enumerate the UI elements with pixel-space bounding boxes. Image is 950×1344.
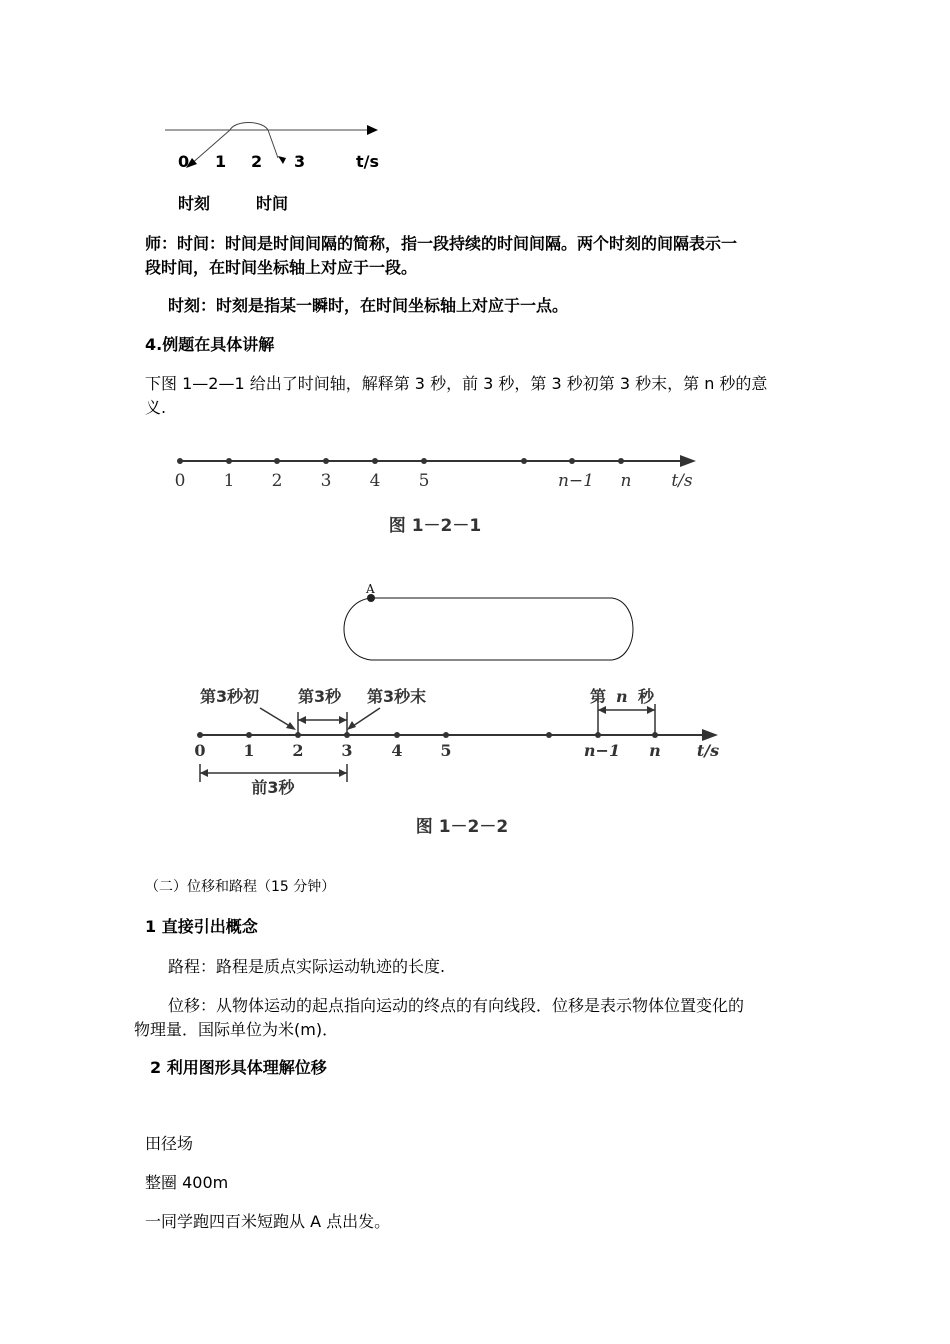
fig2-label-4: 4 (391, 741, 403, 760)
fig2-ann-third-end: 第3秒末 (367, 687, 427, 706)
displacement-definition-line1: 位移：从物体运动的起点指向运动的终点的有向线段．位移是表示物体位置变化的 (168, 996, 745, 1015)
fig2-tick-5 (443, 732, 449, 738)
fig2-label-2: 2 (292, 741, 304, 760)
fig1-label-n-1: n−1 (557, 471, 595, 491)
fig1-tick-1 (226, 458, 232, 464)
small-axis-label-1: 1 (215, 152, 227, 171)
fig1-label-3: 3 (320, 471, 332, 491)
fig1-label-5: 5 (418, 471, 430, 491)
fig2-tick-2 (295, 732, 301, 738)
section2-sub2: 2 利用图形具体理解位移 (150, 1058, 327, 1077)
fig2-tick-gap (546, 732, 552, 738)
time-definition-line2: 段时间，在时间坐标轴上对应于一段。 (145, 258, 418, 277)
fig2-ann-nth-prefix: 第 (590, 687, 607, 706)
fig2-ann-first-3s: 前3秒 (251, 778, 295, 797)
figure-1-2-2 (180, 680, 740, 840)
fig1-tick-4 (372, 458, 378, 464)
displacement-definition-line2: 物理量．国际单位为米(m)． (134, 1020, 339, 1039)
time-definition-line1: 师：时间：时间是时间间隔的简称，指一段持续的时间间隔。两个时刻的间隔表示一 (145, 234, 738, 253)
student-run-text: 一同学跑四百米短跑从 A 点出发。 (145, 1212, 391, 1231)
caption-moment: 时刻 (178, 194, 211, 213)
caption-interval: 时间 (256, 194, 289, 213)
example-text-line1: 下图 1—2—1 给出了时间轴，解释第 3 秒，前 3 秒，第 3 秒初第 3 秒末，第 n 秒的意 (145, 374, 768, 393)
fig1-tick-0 (177, 458, 183, 464)
fig2-tick-0 (197, 732, 203, 738)
fig1-tick-n (618, 458, 624, 464)
fig2-label-3: 3 (341, 741, 353, 760)
fig1-label-2: 2 (271, 471, 283, 491)
fig2-label-1: 1 (243, 741, 255, 760)
fig2-label-0: 0 (194, 741, 206, 760)
fig2-ann-nth-var: n (616, 687, 628, 706)
running-track (340, 580, 650, 675)
fig2-caption: 图 1－2－2 (415, 817, 509, 837)
point-a-label: A (366, 582, 375, 596)
fig1-caption: 图 1－2－1 (388, 516, 482, 536)
section2-sub1: 1 直接引出概念 (145, 917, 258, 936)
fig1-label-4: 4 (369, 471, 381, 491)
fig2-tick-1 (246, 732, 252, 738)
fig1-tick-gap (521, 458, 527, 464)
fig2-tick-n (652, 732, 658, 738)
fig1-label-1: 1 (223, 471, 235, 491)
fig1-label-unit: t/s (671, 471, 693, 491)
moment-definition: 时刻：时刻是指某一瞬时，在时间坐标轴上对应于一点。 (168, 296, 569, 315)
fig1-tick-5 (421, 458, 427, 464)
fig2-label-unit: t/s (696, 741, 720, 760)
small-axis-label-2: 2 (251, 152, 263, 171)
fig1-tick-2 (274, 458, 280, 464)
small-axis-label-0: 0 (178, 152, 190, 171)
fig2-ann-third-second: 第3秒 (298, 687, 342, 706)
section2-title: （二）位移和路程（15 分钟） (145, 879, 336, 895)
fig2-ann-third-start: 第3秒初 (200, 687, 260, 706)
small-axis-label-unit: t/s (356, 152, 380, 171)
fig1-tick-n-1 (569, 458, 575, 464)
fig2-ann-nth-suffix: 秒 (638, 687, 655, 706)
fig2-tick-4 (394, 732, 400, 738)
example-text-line2: 义. (145, 398, 167, 417)
fig2-label-5: 5 (440, 741, 452, 760)
small-axis-label-3: 3 (294, 152, 306, 171)
path-definition: 路程：路程是质点实际运动轨迹的长度. (168, 957, 446, 976)
fig2-tick-3 (344, 732, 350, 738)
lap-label: 整圈 400m (145, 1173, 229, 1192)
fig2-tick-n-1 (595, 732, 601, 738)
fig1-label-0: 0 (174, 471, 186, 491)
figure-1-2-1 (160, 440, 720, 540)
fig1-tick-3 (323, 458, 329, 464)
field-label: 田径场 (145, 1134, 194, 1153)
example-heading: 4.例题在具体讲解 (145, 335, 275, 354)
fig2-label-n-1: n−1 (583, 741, 621, 760)
fig2-label-n: n (649, 741, 661, 760)
fig1-label-n: n (620, 471, 632, 491)
